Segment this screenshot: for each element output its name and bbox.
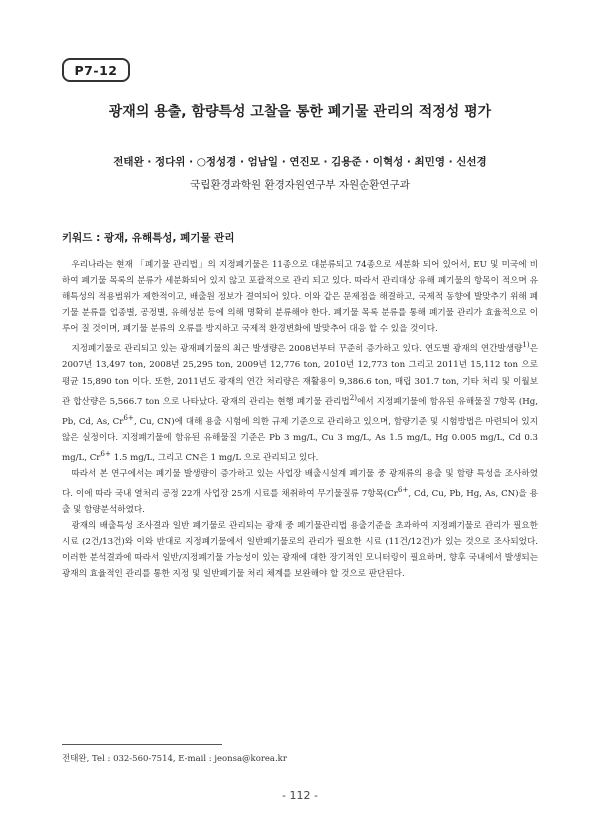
author-list: 전태완 · 정다위 · ○정성경 · 엄남일 · 연진모 · 김용준 · 이혁성 · 최민영 · 신선경 xyxy=(113,156,487,168)
abstract-body xyxy=(62,257,538,582)
keywords: 키워드 : 광재, 유해특성, 폐기물 관리 xyxy=(62,232,235,244)
page-id-badge: P7-12 xyxy=(62,58,130,82)
paragraph: 광재의 배출특성 조사결과 일반 폐기물로 관리되는 광재 중 폐기물관리법 용출기준을 초과하여 지정폐기물로 관리가 필요한 시료 (2건/13건)와 이와 반대로 지정폐기물에서 일반폐기물로의 관리가 필요한 시료 (11건/12건)가 있는 것으로 조사되었다. 이러한 분석결과에 따라서 일반/지정폐기물 가능성이 있는 광재에 대한 장기적인 모니터링이 필요하며, 향후 국내에서 발생되는 광재의 효율적인 관리를 통한 지정 및 일반폐기물 처리 체계를 보완해야 할 것으로 판단된다. xyxy=(62,520,538,579)
footnote: 전태완, Tel : 032-560-7514, E-mail : jeonsa@korea.kr xyxy=(62,754,287,764)
affiliation: 국립환경과학원 환경자원연구부 자원순환연구과 xyxy=(190,179,410,191)
paragraph: 지정폐기물로 관리되고 있는 광재폐기물의 최근 발생량은 2008년부터 꾸준히 증가하고 있다. 연도별 광재의 연간발생량$^{1)}$은 2007년 13,497 ton, 2008년 25,295 ton, 2009년 12,776 ton, 2010년 12,773 ton 그리고 2011년 15,112 ton 으로 평균 15,890 ton 이다. 또한, 2011년도 광재의 연간 처리량은 재활용이 9,386.6 ton, 매립 301.7 ton, 기타 처리 및 이월보관 합산량은 5,566.7 ton 으로 나타났다. 광재의 관리는 현행 폐기물 관리법$^{2)}$에서 지정폐기물에 함유된 유해물질 7항목 (Hg, Pb, Cd, As, $Cr^{6+}$, Cu, CN)에 대해 용출 시험에 의한 규제 기준으로 관리하고 있으며, 함량기준 및 시험방법은 마련되어 있지 않은 실정이다. 지정폐기물에 함유된 유해물질 기준은 Pb 3 mg/L, Cu 3 mg/L, As 1.5 mg/L, Hg 0.005 mg/L, Cd 0.3 mg/L, $Cr^{6+}$ 1.5 mg/L, 그리고 CN은 1 mg/L 으로 관리되고 있다. xyxy=(62,340,538,463)
paper-title: 광재의 용출, 함량특성 고찰을 통한 폐기물 관리의 적정성 평가 xyxy=(108,104,492,120)
page-number: - 112 - xyxy=(282,789,318,802)
footnote-divider xyxy=(62,744,222,745)
paragraph: 따라서 본 연구에서는 폐기물 발생량이 증가하고 있는 사업장 배출시설계 폐기물 중 광재류의 용출 및 함량 특성을 조사하였다. 이에 따라 국내 열처리 공정 22개 사업장 25개 시료를 채취하여 무기물질류 7항목($Cr^{6+}$, Cd, Cu, Pb, Hg, As, CN)을 용출 및 함량분석하였다. xyxy=(62,468,538,515)
paragraph: 우리나라는 현재 「폐기물 관리법」의 지정폐기물은 11종으로 대분류되고 74종으로 세분화 되어 있어서, EU 및 미국에 비하여 폐기물 목록의 분류가 세분화되어 있지 않고 포괄적으로 관리 되고 있다. 따라서 관리대상 유해 폐기물의 항목이 적으며 유해특성의 적용범위가 제한적이고, 배출원 정보가 결여되어 있다. 이와 같은 문제점을 해결하고, 국제적 동향에 발맞추기 위해 폐기물 분류를 업종별, 공정별, 유해성분 등에 의해 명확히 분류해야 한다. 폐기물 목록 분류를 통해 폐기물 관리가 효율적으로 이루어 질 것이며, 폐기물 분류의 오류를 방지하고 국제적 환경변화에 발맞추어 대응 할 수 있을 것이다. xyxy=(62,260,538,335)
